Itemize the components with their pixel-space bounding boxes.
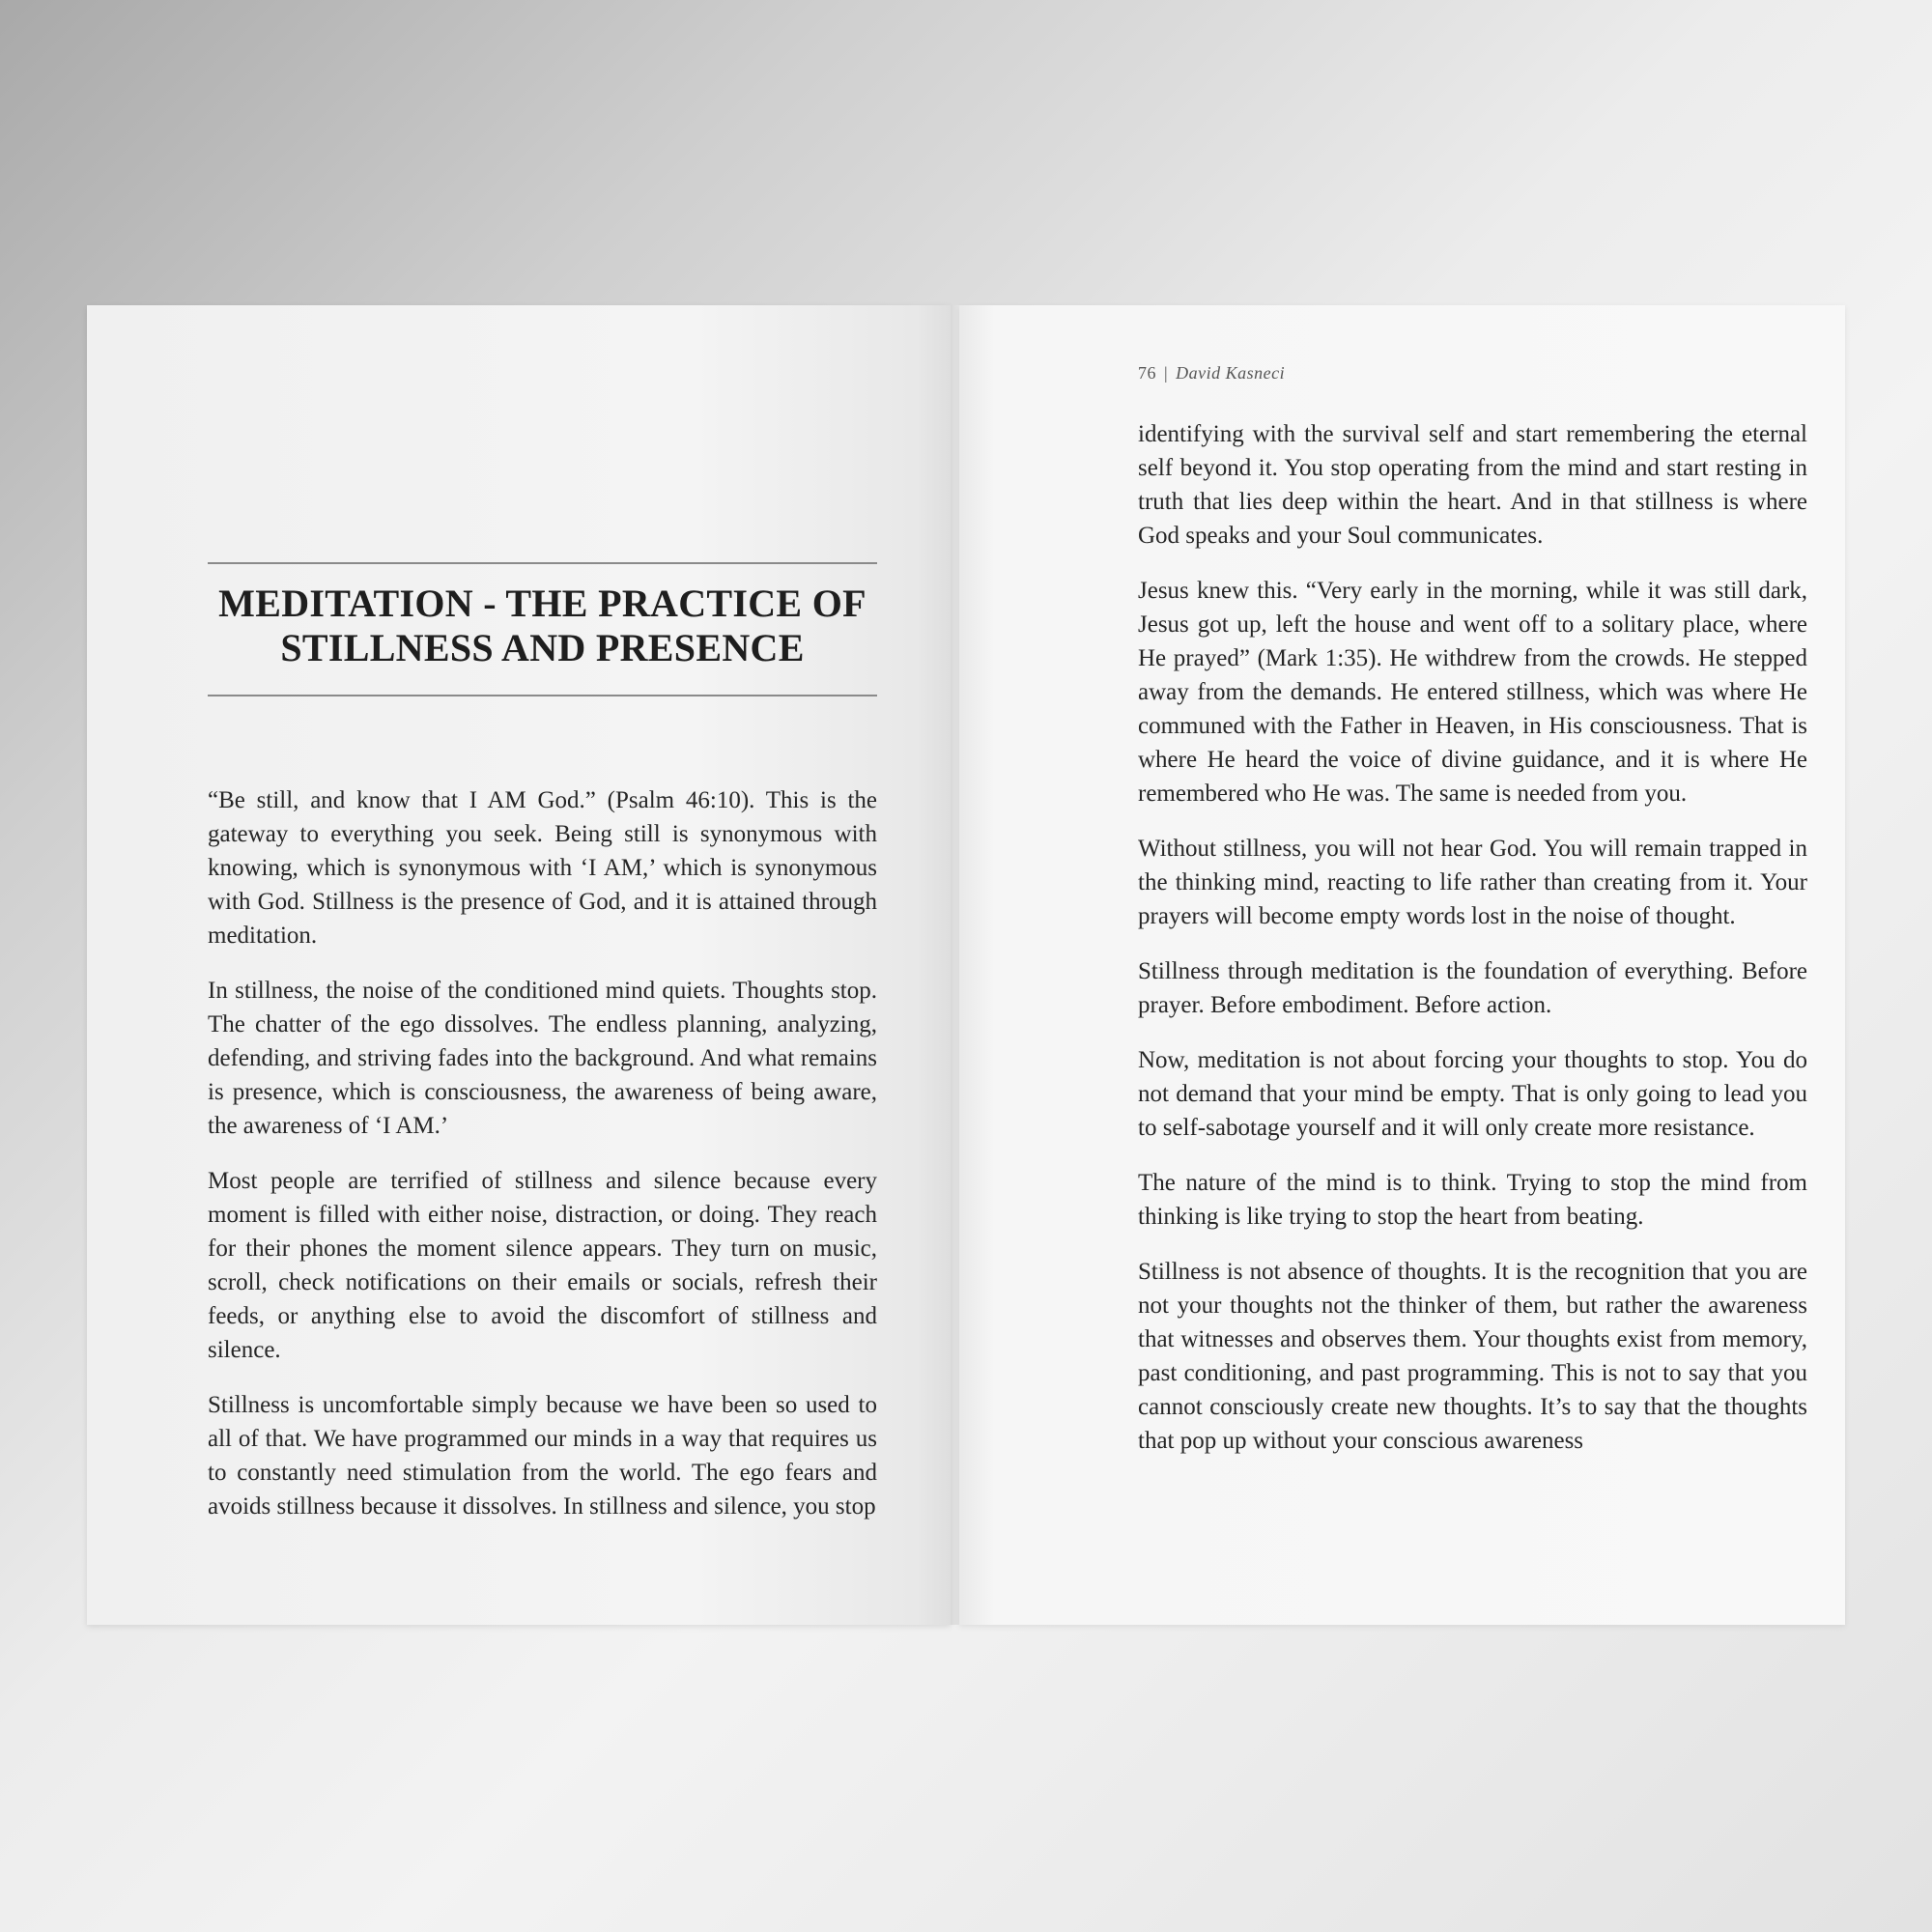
paragraph: Stillness is uncomfortable simply because we have been so used to all of that. We have programmed our minds in a way that requires us to constantly need stimulation from the world. The ego fears and avoids stillness because it dissolves. In stillness and silence, you stop	[208, 1392, 877, 1520]
paragraph: Jesus knew this. “Very early in the morning, while it was still dark, Jesus got up, left the house and went off to a solitary place, where He prayed” (Mark 1:35). He withdrew from the crowds. He stepped away from the demands. He entered stillness, which was where He communed with the Father in Heaven, in His consciousness. That is where He heard the voice of divine guidance, and it is where He remembered who He was. The same is needed from you.	[1138, 578, 1807, 807]
left-page-body	[208, 783, 877, 1545]
chapter-title-line-1: MEDITATION - THE PRACTICE OF	[218, 582, 867, 625]
paragraph: Stillness through meditation is the foundation of everything. Before prayer. Before embodiment. Before action.	[1138, 958, 1807, 1018]
title-rule-top	[208, 562, 877, 564]
right-page	[959, 305, 1845, 1625]
paragraph: Stillness is not absence of thoughts. It is the recognition that you are not your thoughts not the thinker of them, but rather the awareness that witnesses and observes them. Your thoughts exist from memory, past conditioning, and past programming. This is not to say that you cannot consciously create new thoughts. It’s to say that the thoughts that pop up without your conscious awareness	[1138, 1259, 1807, 1454]
paragraph: Most people are terrified of stillness and silence because every moment is filled with either noise, distraction, or doing. They reach for their phones the moment silence appears. They turn on music, scroll, check notifications on their emails or socials, refresh their feeds, or anything else to avoid the discomfort of stillness and silence.	[208, 1168, 877, 1363]
page-number: 76	[1138, 363, 1156, 383]
running-header	[1138, 363, 1285, 384]
chapter-title	[208, 582, 877, 670]
right-page-body	[1138, 417, 1807, 1479]
author-name: David Kasneci	[1176, 363, 1286, 383]
left-page	[87, 305, 951, 1625]
paragraph: The nature of the mind is to think. Trying to stop the mind from thinking is like trying to stop the heart from beating.	[1138, 1170, 1807, 1230]
header-separator: |	[1164, 363, 1169, 383]
book-spread	[87, 305, 1845, 1625]
paragraph: Now, meditation is not about forcing your thoughts to stop. You do not demand that your mind be empty. That is only going to lead you to self-sabotage yourself and it will only create more resistance.	[1138, 1047, 1807, 1141]
paragraph: identifying with the survival self and start remembering the eternal self beyond it. You stop operating from the mind and start resting in truth that lies deep within the heart. And in that stillness is where God speaks and your Soul communicates.	[1138, 421, 1807, 549]
title-rule-bottom	[208, 695, 877, 696]
paragraph: Without stillness, you will not hear God. You will remain trapped in the thinking mind, reacting to life rather than creating from it. Your prayers will become empty words lost in the noise of thought.	[1138, 836, 1807, 929]
paragraph: “Be still, and know that I AM God.” (Psalm 46:10). This is the gateway to everything you seek. Being still is synonymous with knowing, which is synonymous with ‘I AM,’ which is synonymous with God. Stillness is the presence of God, and it is attained through meditation.	[208, 787, 877, 949]
chapter-title-line-2: STILLNESS AND PRESENCE	[280, 626, 805, 669]
book-gutter	[951, 305, 959, 1625]
paragraph: In stillness, the noise of the conditioned mind quiets. Thoughts stop. The chatter of the ego dissolves. The endless planning, analyzing, defending, and striving fades into the background. And what remains is presence, which is consciousness, the awareness of being aware, the awareness of ‘I AM.’	[208, 978, 877, 1139]
